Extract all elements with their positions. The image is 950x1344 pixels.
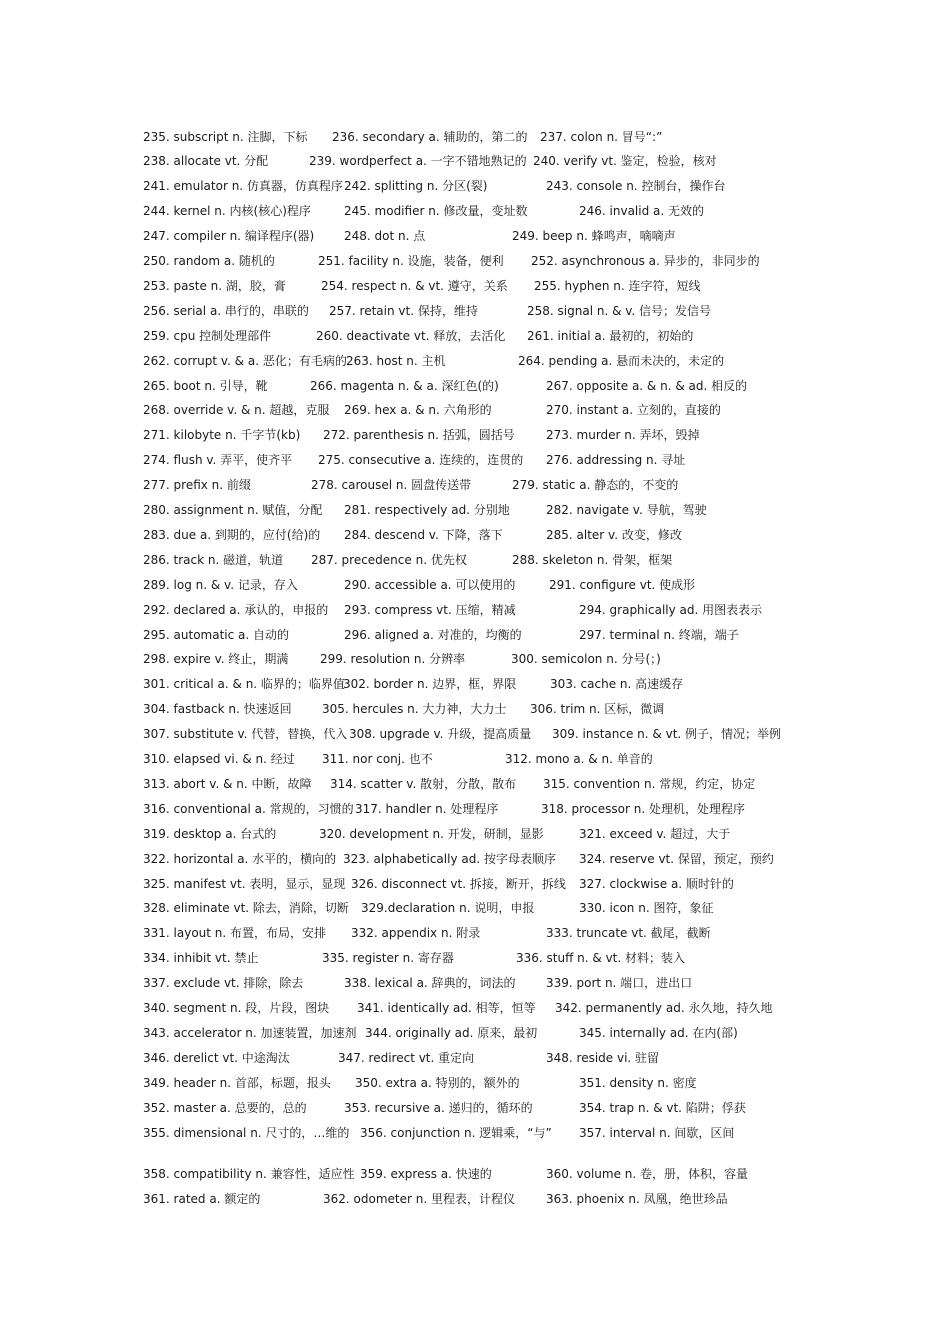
vocab-entry: 300. semicolon n. 分号(；) bbox=[511, 652, 661, 667]
vocab-entry: 246. invalid a. 无效的 bbox=[579, 204, 705, 219]
vocab-entry: 269. hex a. & n. 六角形的 bbox=[344, 403, 492, 418]
vocab-entry: 256. serial a. 串行的，串联的 bbox=[143, 303, 309, 318]
vocab-entry: 349. header n. 首部，标题，报头 bbox=[143, 1075, 331, 1090]
vocab-entry: 335. register n. 寄存器 bbox=[322, 951, 454, 966]
vocab-entry: 270. instant a. 立刻的，直接的 bbox=[546, 403, 721, 418]
vocab-entry: 354. trap n. & vt. 陷阱；俘获 bbox=[579, 1100, 746, 1115]
vocab-entry: 360. volume n. 卷，册，体积，容量 bbox=[546, 1166, 749, 1181]
vocab-entry: 305. hercules n. 大力神，大力士 bbox=[322, 702, 507, 717]
vocab-entry: 277. prefix n. 前缀 bbox=[143, 478, 251, 493]
vocab-entry: 285. alter v. 改变，修改 bbox=[546, 527, 682, 542]
vocab-entry: 344. originally ad. 原来，最初 bbox=[365, 1025, 538, 1040]
vocab-entry: 252. asynchronous a. 异步的，非同步的 bbox=[531, 254, 760, 268]
vocab-entry: 299. resolution n. 分辨率 bbox=[320, 652, 466, 667]
vocab-entry: 337. exclude vt. 排除，除去 bbox=[143, 976, 304, 991]
vocab-entry: 322. horizontal a. 水平的，横向的 bbox=[143, 851, 337, 866]
vocab-entry: 251. facility n. 设施，装备，便利 bbox=[318, 254, 504, 268]
vocab-entry: 341. identically ad. 相等，恒等 bbox=[357, 1001, 536, 1015]
vocab-entry: 334. inhibit vt. 禁止 bbox=[143, 951, 259, 966]
vocab-entry: 289. log n. & v. 记录，存入 bbox=[143, 577, 298, 592]
vocab-entry: 313. abort v. & n. 中断，故障 bbox=[143, 776, 312, 791]
vocab-entry: 351. density n. 密度 bbox=[579, 1075, 697, 1090]
vocab-entry: 293. compress vt. 压缩，精减 bbox=[344, 602, 516, 617]
vocab-entry: 291. configure vt. 使成形 bbox=[549, 577, 696, 592]
vocab-entry: 282. navigate v. 导航，驾驶 bbox=[546, 503, 707, 517]
vocab-entry: 294. graphically ad. 用图表表示 bbox=[579, 602, 763, 617]
vocab-entry: 243. console n. 控制台，操作台 bbox=[546, 179, 726, 194]
vocab-entry: 297. terminal n. 终端，端子 bbox=[579, 627, 739, 642]
vocab-entry: 348. reside vi. 驻留 bbox=[546, 1050, 660, 1065]
vocab-entry: 290. accessible a. 可以使用的 bbox=[344, 577, 516, 592]
vocab-entry: 321. exceed v. 超过，大于 bbox=[579, 826, 731, 841]
vocab-entry: 240. verify vt. 鉴定，检验，核对 bbox=[533, 154, 717, 169]
vocab-entry: 310. elapsed vi. & n. 经过 bbox=[143, 752, 295, 766]
vocab-entry: 311. nor conj. 也不 bbox=[322, 752, 433, 766]
vocab-entry: 245. modifier n. 修改量，变址数 bbox=[344, 204, 528, 219]
vocab-entry: 303. cache n. 高速缓存 bbox=[550, 677, 684, 692]
vocab-entry: 278. carousel n. 圆盘传送带 bbox=[311, 478, 472, 493]
vocab-entry: 308. upgrade v. 升级，提高质量 bbox=[349, 727, 532, 742]
vocab-entry: 342. permanently ad. 永久地，持久地 bbox=[555, 1001, 773, 1015]
vocab-entry: 250. random a. 随机的 bbox=[143, 254, 275, 268]
vocab-entry: 244. kernel n. 内核(核心)程序 bbox=[143, 204, 311, 219]
vocab-entry: 261. initial a. 最初的，初始的 bbox=[527, 328, 694, 343]
vocab-entry: 327. clockwise a. 顺时针的 bbox=[579, 876, 734, 891]
vocab-entry: 312. mono a. & n. 单音的 bbox=[505, 752, 653, 766]
vocab-entry: 279. static a. 静态的，不变的 bbox=[512, 478, 679, 493]
vocab-entry: 271. kilobyte n. 千字节(kb) bbox=[143, 428, 301, 443]
vocab-entry: 273. murder n. 弄坏，毁掉 bbox=[546, 428, 700, 443]
vocab-entry: 326. disconnect vt. 拆接，断开，拆线 bbox=[351, 876, 566, 891]
vocab-entry: 249. beep n. 蜂鸣声，嘀嘀声 bbox=[512, 229, 676, 244]
vocab-entry: 336. stuff n. & vt. 材料；装入 bbox=[516, 951, 686, 966]
vocab-entry: 280. assignment n. 赋值，分配 bbox=[143, 503, 323, 517]
vocab-entry: 359. express a. 快速的 bbox=[360, 1166, 492, 1181]
vocab-entry: 264. pending a. 悬而未决的，未定的 bbox=[518, 353, 725, 368]
vocab-entry: 330. icon n. 图符，象征 bbox=[579, 901, 714, 916]
vocab-entry: 317. handler n. 处理程序 bbox=[355, 801, 499, 816]
vocab-entry: 352. master a. 总要的，总的 bbox=[143, 1100, 307, 1115]
vocab-entry: 314. scatter v. 散射，分散，散布 bbox=[330, 776, 517, 791]
vocab-entry: 331. layout n. 布置，布局，安排 bbox=[143, 926, 327, 941]
vocab-entry: 302. border n. 边界，框，界限 bbox=[343, 677, 517, 692]
vocab-entry: 343. accelerator n. 加速装置，加速剂 bbox=[143, 1025, 357, 1040]
vocab-entry: 284. descend v. 下降，落下 bbox=[344, 527, 503, 542]
vocab-entry: 316. conventional a. 常规的，习惯的 bbox=[143, 801, 354, 816]
vocab-entry: 339. port n. 端口，进出口 bbox=[546, 976, 693, 991]
vocab-entry: 362. odometer n. 里程表，计程仪 bbox=[323, 1191, 515, 1206]
vocab-entry: 287. precedence n. 优先权 bbox=[311, 552, 467, 567]
vocab-entry: 274. flush v. 弄平，使齐平 bbox=[143, 453, 293, 468]
vocab-entry: 309. instance n. & vt. 例子，情况；举例 bbox=[552, 727, 782, 742]
vocab-entry: 237. colon n. 冒号“:” bbox=[540, 129, 663, 144]
vocab-entry: 272. parenthesis n. 括弧，圆括号 bbox=[323, 428, 515, 443]
vocab-entry: 260. deactivate vt. 释放，去活化 bbox=[316, 328, 506, 343]
vocab-entry: 356. conjunction n. 逻辑乘，“与” bbox=[360, 1125, 552, 1140]
vocab-entry: 267. opposite a. & n. & ad. 相反的 bbox=[546, 378, 748, 393]
vocab-entry: 340. segment n. 段，片段，图块 bbox=[143, 1001, 330, 1015]
vocab-entry: 242. splitting n. 分区(裂) bbox=[344, 179, 488, 194]
vocab-entry: 361. rated a. 额定的 bbox=[143, 1191, 261, 1206]
vocab-entry: 350. extra a. 特别的，额外的 bbox=[355, 1075, 520, 1090]
vocab-entry: 276. addressing n. 寻址 bbox=[546, 453, 686, 468]
vocab-entry: 363. phoenix n. 凤凰，绝世珍品 bbox=[546, 1191, 728, 1206]
vocab-entry: 275. consecutive a. 连续的，连贯的 bbox=[318, 453, 524, 468]
vocab-entry: 247. compiler n. 编译程序(器) bbox=[143, 229, 315, 244]
vocab-entry: 281. respectively ad. 分别地 bbox=[344, 503, 510, 517]
vocab-entry: 298. expire v. 终止，期满 bbox=[143, 652, 289, 667]
vocab-entry: 288. skeleton n. 骨架，框架 bbox=[512, 552, 673, 567]
vocab-entry: 283. due a. 到期的，应付(给)的 bbox=[143, 527, 321, 542]
vocab-entry: 345. internally ad. 在内(部) bbox=[579, 1025, 738, 1040]
vocab-entry: 307. substitute v. 代替，替换，代入 bbox=[143, 727, 348, 742]
vocab-entry: 318. processor n. 处理机，处理程序 bbox=[541, 801, 745, 816]
vocab-entry: 328. eliminate vt. 除去，消除，切断 bbox=[143, 901, 349, 916]
vocab-entry: 338. lexical a. 辞典的，词法的 bbox=[344, 976, 516, 991]
vocab-entry: 239. wordperfect a. 一字不错地熟记的 bbox=[309, 154, 527, 169]
vocab-entry: 268. override v. & n. 超越，克服 bbox=[143, 403, 330, 418]
vocab-entry: 296. aligned a. 对准的，均衡的 bbox=[344, 627, 522, 642]
vocab-entry: 292. declared a. 承认的，申报的 bbox=[143, 602, 329, 617]
vocab-entry: 301. critical a. & n. 临界的；临界值 bbox=[143, 677, 345, 692]
vocab-entry: 346. derelict vt. 中途淘汰 bbox=[143, 1050, 290, 1065]
vocab-entry: 347. redirect vt. 重定向 bbox=[338, 1050, 475, 1065]
vocab-entry: 265. boot n. 引导，靴 bbox=[143, 378, 268, 393]
vocab-entry: 238. allocate vt. 分配 bbox=[143, 154, 269, 169]
vocab-entry: 324. reserve vt. 保留，预定，预约 bbox=[579, 851, 774, 866]
vocab-entry: 241. emulator n. 仿真器，仿真程序 bbox=[143, 179, 343, 194]
vocab-entry: 329.declaration n. 说明，申报 bbox=[361, 901, 535, 916]
vocab-entry: 355. dimensional n. 尺寸的，…维的 bbox=[143, 1125, 350, 1140]
vocab-entry: 286. track n. 磁道，轨道 bbox=[143, 552, 284, 567]
vocab-entry: 358. compatibility n. 兼容性，适应性 bbox=[143, 1166, 355, 1181]
vocab-entry: 255. hyphen n. 连字符，短线 bbox=[534, 278, 701, 293]
vocab-entry: 304. fastback n. 快速返回 bbox=[143, 702, 292, 717]
vocab-entry: 258. signal n. & v. 信号；发信号 bbox=[527, 303, 712, 318]
vocab-entry: 315. convention n. 常规，约定，协定 bbox=[543, 776, 756, 791]
vocab-entry: 253. paste n. 湖，胶，膏 bbox=[143, 278, 286, 293]
vocab-entry: 262. corrupt v. & a. 恶化；有毛病的 bbox=[143, 353, 347, 368]
vocab-entry: 259. cpu 控制处理部件 bbox=[143, 328, 272, 343]
vocab-entry: 323. alphabetically ad. 按字母表顺序 bbox=[343, 851, 556, 866]
vocab-entry: 266. magenta n. & a. 深红色(的) bbox=[310, 378, 499, 393]
vocab-entry: 306. trim n. 区标，微调 bbox=[530, 702, 665, 717]
vocab-entry: 235. subscript n. 注脚，下标 bbox=[143, 129, 308, 144]
vocab-entry: 254. respect n. & vt. 遵守，关系 bbox=[321, 278, 508, 293]
vocab-entry: 332. appendix n. 附录 bbox=[351, 926, 481, 941]
vocab-entry: 353. recursive a. 递归的，循环的 bbox=[344, 1100, 533, 1115]
vocab-entry: 320. development n. 开发，研制，显影 bbox=[319, 826, 544, 841]
vocab-entry: 295. automatic a. 自动的 bbox=[143, 627, 290, 642]
vocab-entry: 236. secondary a. 辅助的，第二的 bbox=[332, 129, 528, 144]
vocab-entry: 319. desktop a. 台式的 bbox=[143, 826, 277, 841]
vocab-entry: 333. truncate vt. 截尾，截断 bbox=[546, 926, 711, 941]
vocab-entry: 248. dot n. 点 bbox=[344, 229, 426, 244]
vocab-entry: 257. retain vt. 保持，维持 bbox=[329, 303, 478, 318]
vocab-entry: 263. host n. 主机 bbox=[346, 353, 446, 368]
vocab-entry: 325. manifest vt. 表明，显示，显现 bbox=[143, 876, 346, 891]
vocab-entry: 357. interval n. 间歇，区间 bbox=[579, 1125, 735, 1140]
